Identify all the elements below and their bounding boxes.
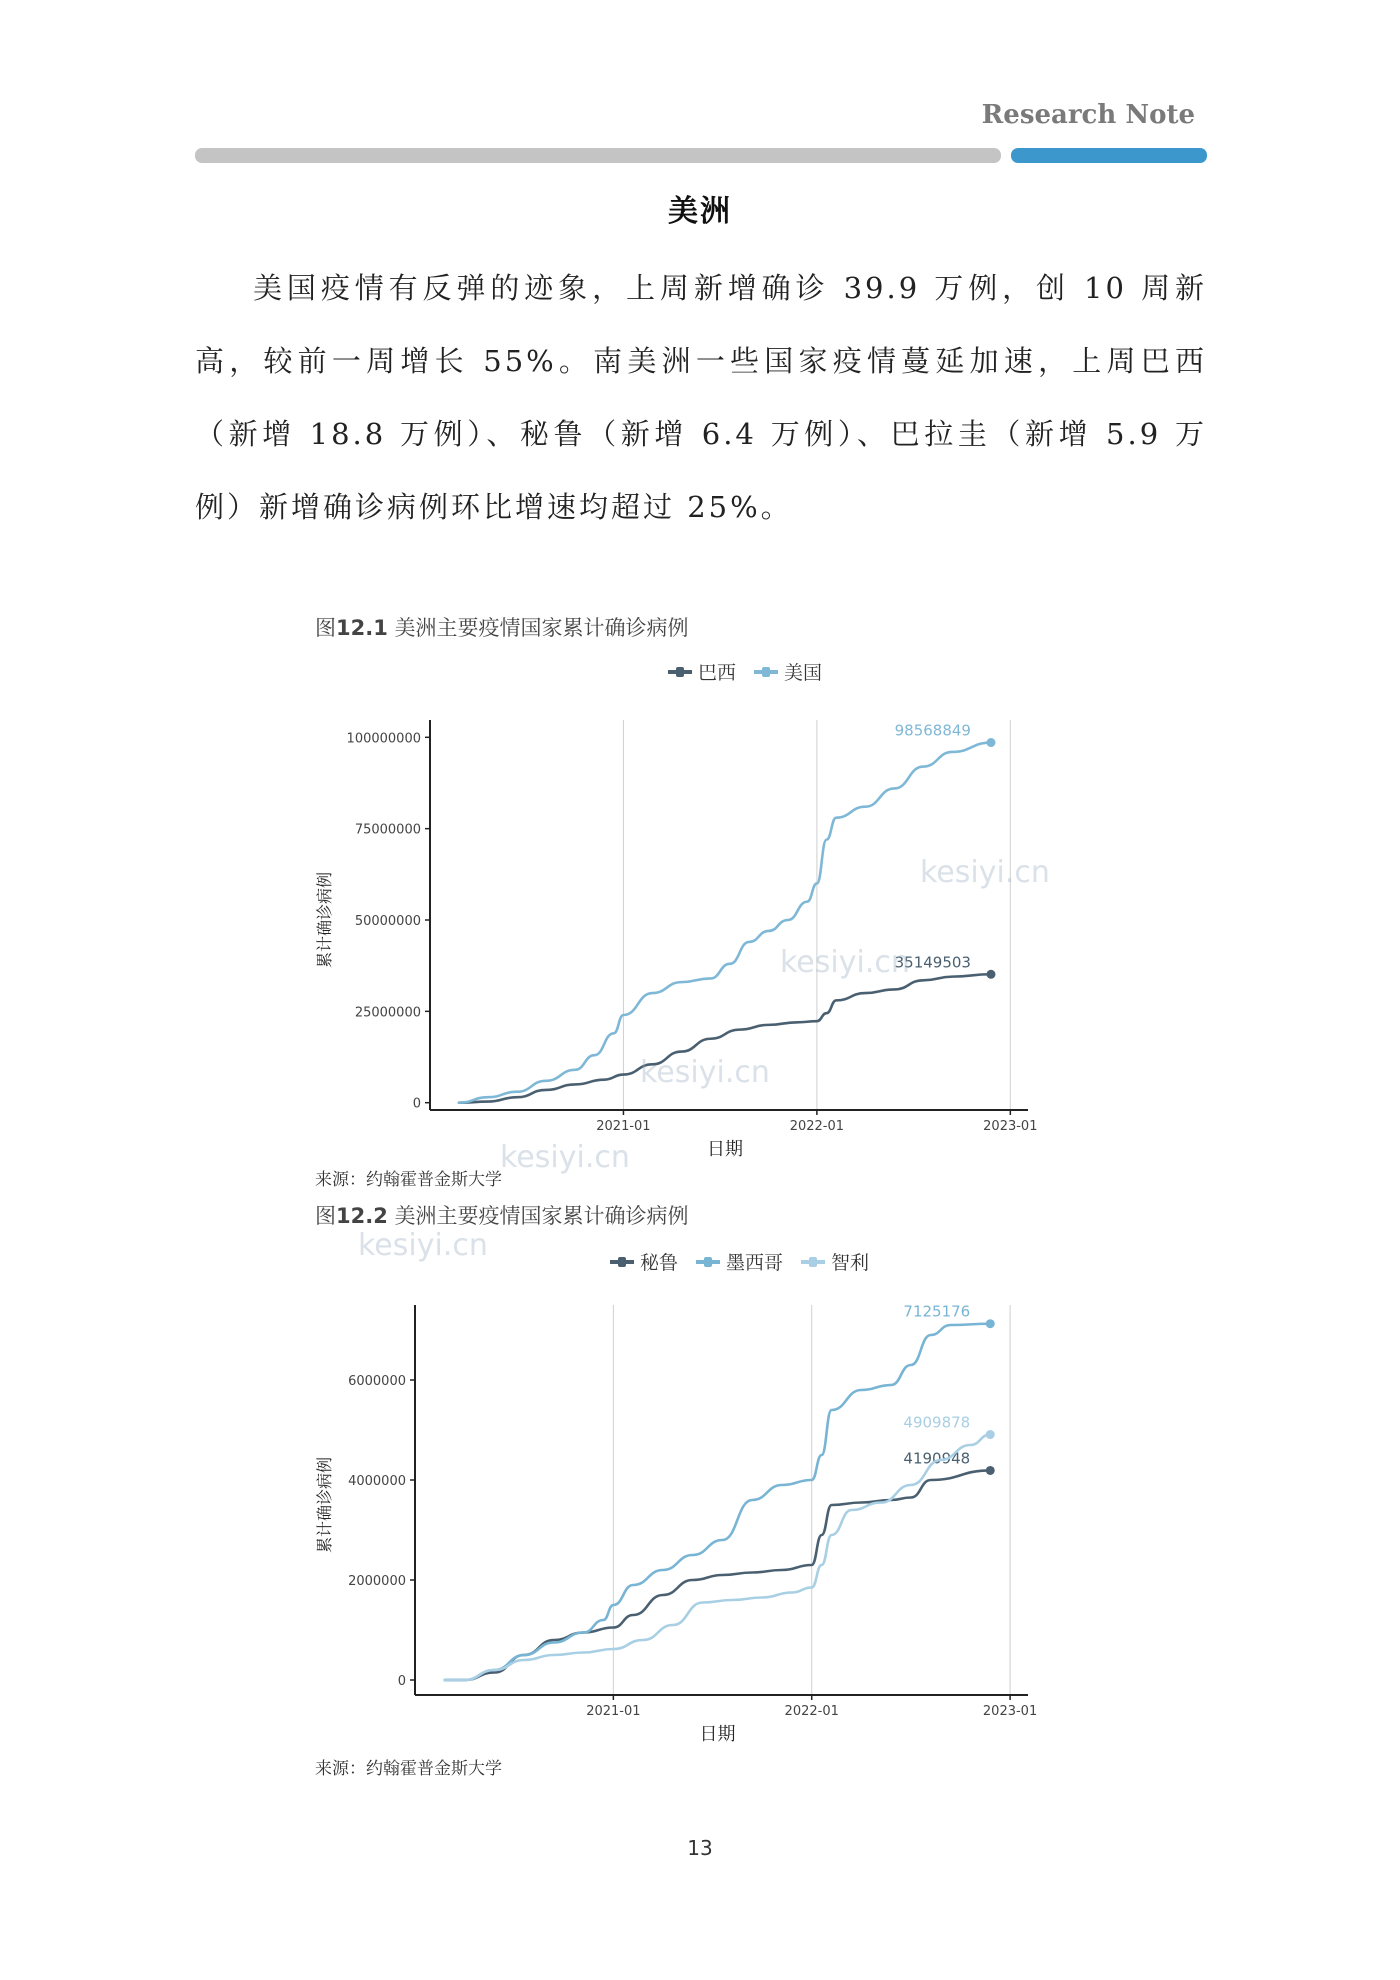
figure-2-source: 来源：约翰霍普金斯大学 xyxy=(315,1759,502,1779)
watermark-text: kesiyi.cn xyxy=(780,945,910,980)
legend-swatch-peru xyxy=(610,1260,634,1264)
header-label: Research Note xyxy=(981,100,1195,130)
legend-label-brazil: 巴西 xyxy=(698,662,737,684)
series-line-0 xyxy=(445,1470,990,1680)
legend-item-peru xyxy=(610,1248,678,1275)
figure-1-chart xyxy=(300,700,1100,1160)
y-tick-label: 25000000 xyxy=(354,1005,421,1021)
series-end-label-1: 98568849 xyxy=(894,721,971,740)
figure-1-source: 来源：约翰霍普金斯大学 xyxy=(315,1170,502,1190)
x-tick-label: 2021-01 xyxy=(586,1704,641,1719)
legend-label-mexico: 墨西哥 xyxy=(726,1252,784,1274)
figure-2-title-text: 美洲主要疫情国家累计确诊病例 xyxy=(394,1204,689,1228)
y-tick-label: 4000000 xyxy=(348,1474,406,1489)
series-end-point-0 xyxy=(986,970,995,979)
legend-swatch-mexico xyxy=(696,1260,720,1264)
y-tick-label: 0 xyxy=(412,1096,421,1112)
legend-item-brazil xyxy=(668,658,736,685)
legend-swatch-usa xyxy=(754,670,778,674)
figure-1-title-text: 美洲主要疫情国家累计确诊病例 xyxy=(394,616,689,640)
legend-swatch-brazil xyxy=(668,670,692,674)
y-tick-label: 0 xyxy=(397,1674,406,1689)
watermark-text: kesiyi.cn xyxy=(358,1228,488,1263)
body-paragraph: 美国疫情有反弹的迹象，上周新增确诊 39.9 万例，创 10 周新高，较前一周增长 55%。南美洲一些国家疫情蔓延加速，上周巴西（新增 18.8 万例）、秘鲁（新增 6.4 万例）、巴拉圭（新增 5.9 万例）新增确诊病例环比增速均超过 25%。 xyxy=(195,271,1207,524)
figure-1-title-number: 12.1 xyxy=(336,616,388,640)
series-end-label-0: 35149503 xyxy=(894,953,971,972)
y-tick-label: 75000000 xyxy=(354,822,421,838)
legend-label-peru: 秘鲁 xyxy=(640,1252,679,1274)
figure-1-title xyxy=(315,612,689,642)
watermark-text: kesiyi.cn xyxy=(500,1140,630,1175)
y-axis-title: 累计确诊病例 xyxy=(315,871,334,969)
figure-1-legend xyxy=(668,658,822,685)
section-title: 美洲 xyxy=(668,194,732,229)
legend-label-chile: 智利 xyxy=(831,1252,870,1274)
series-end-point-0 xyxy=(986,1466,995,1475)
y-tick-label: 100000000 xyxy=(346,731,421,747)
figure-2-title-prefix: 图 xyxy=(315,1204,336,1228)
figure-1-title-prefix: 图 xyxy=(315,616,336,640)
x-axis-title: 日期 xyxy=(699,1724,736,1745)
y-tick-label: 2000000 xyxy=(348,1574,406,1589)
x-tick-label: 2021-01 xyxy=(596,1119,651,1134)
legend-item-usa xyxy=(754,658,822,685)
y-axis-title: 累计确诊病例 xyxy=(315,1456,334,1554)
watermark-text: kesiyi.cn xyxy=(920,855,1050,890)
series-end-point-1 xyxy=(986,1319,995,1328)
series-end-point-2 xyxy=(986,1430,995,1439)
figure-2-title xyxy=(315,1200,689,1230)
page-number: 13 xyxy=(687,1836,713,1860)
series-end-point-1 xyxy=(986,738,995,747)
y-tick-label: 6000000 xyxy=(348,1374,406,1389)
series-line-1 xyxy=(445,1324,990,1680)
series-line-2 xyxy=(445,1435,990,1680)
x-tick-label: 2023-01 xyxy=(982,1704,1038,1719)
series-end-label-1: 7125176 xyxy=(903,1302,971,1321)
series-line-1 xyxy=(459,743,991,1103)
x-tick-label: 2023-01 xyxy=(983,1119,1038,1134)
x-axis-title: 日期 xyxy=(707,1139,743,1160)
series-end-label-2: 4909878 xyxy=(903,1413,971,1432)
header-rule-blue xyxy=(1011,148,1207,163)
x-tick-label: 2022-01 xyxy=(789,1119,845,1134)
figure-2-legend xyxy=(610,1248,869,1275)
legend-item-mexico xyxy=(696,1248,783,1275)
figure-2-title-number: 12.2 xyxy=(336,1204,388,1228)
y-tick-label: 50000000 xyxy=(354,914,421,929)
legend-swatch-chile xyxy=(801,1260,825,1264)
figure-2-chart xyxy=(300,1290,1100,1750)
legend-item-chile xyxy=(801,1248,869,1275)
x-tick-label: 2022-01 xyxy=(784,1704,839,1719)
header-rule-gray xyxy=(195,148,1001,163)
legend-label-usa: 美国 xyxy=(784,662,823,684)
series-end-label-0: 4190948 xyxy=(903,1449,971,1468)
watermark-text: kesiyi.cn xyxy=(640,1055,770,1090)
